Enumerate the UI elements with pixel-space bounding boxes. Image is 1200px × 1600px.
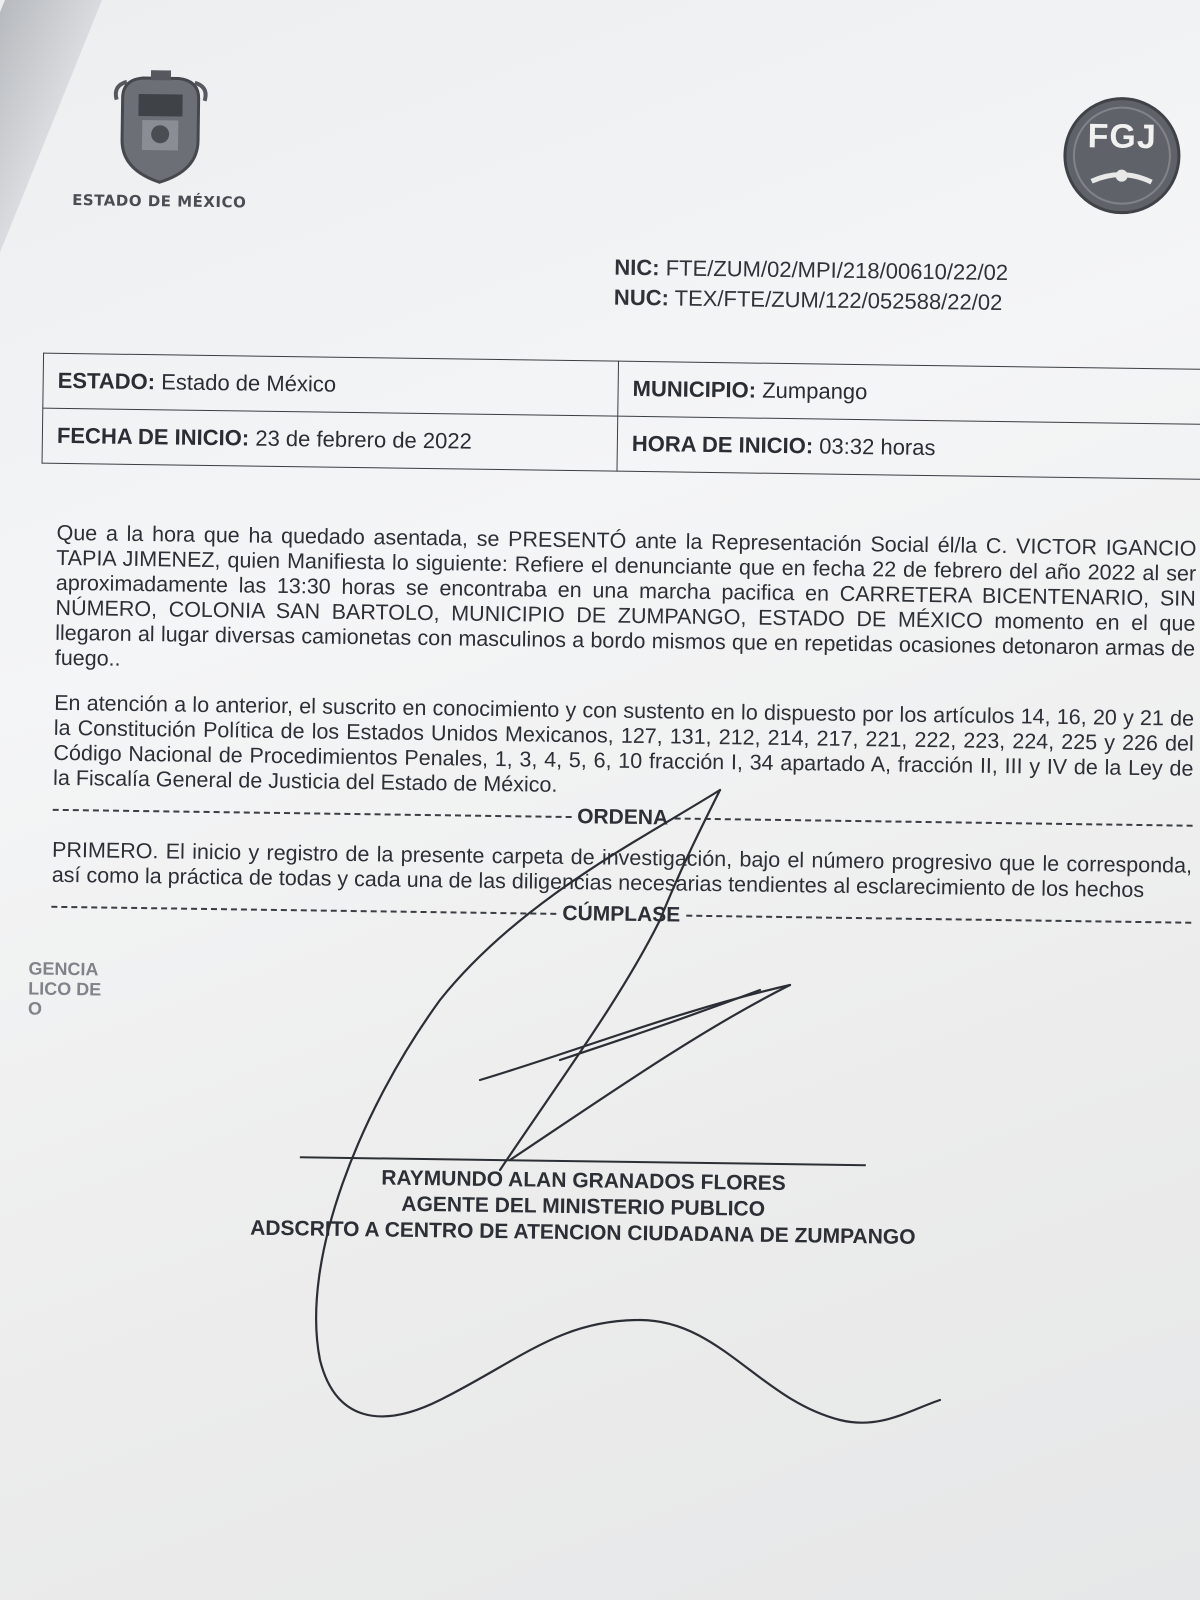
fecha-cell xyxy=(42,408,618,471)
hora-cell xyxy=(617,416,1200,479)
nic-label: NIC: xyxy=(614,254,660,281)
document-body xyxy=(51,521,1197,951)
dash-rule xyxy=(674,817,1192,826)
signatory-title: AGENTE DEL MINISTERIO PUBLICO xyxy=(401,1192,766,1221)
ordena-label: ORDENA xyxy=(576,805,669,830)
state-logo-label: ESTADO DE MÉXICO xyxy=(72,191,247,212)
signatory-block xyxy=(183,1163,984,1252)
cumplase-label: CÚMPLASE xyxy=(562,901,681,927)
stamp-line: LICO DE xyxy=(28,978,102,1000)
dash-rule xyxy=(51,905,556,914)
nic-value: FTE/ZUM/02/MPI/218/00610/22/02 xyxy=(665,255,1009,286)
state-coat-of-arms-icon xyxy=(111,70,209,187)
statement-paragraph: Que a la hora que ha quedado asentada, se PRESENTÓ ante la Representación Social él/la C. VICTOR IGANCIO TAPIA JIMENEZ, quien Manifiesta lo siguiente: Refiere el denunciante que en fecha 22 de febrero del año 2022 al ser aproximadamente las 13:30 horas se encontraba en una marcha pacifica en CARRETERA BICENTENARIO, SIN NÚMERO, COLONIA SAN BARTOLO, MUNICIPIO DE ZUMPANGO, ESTADO DE MÉXICO momento en el que llegaron al lugar diversas camionetas con masculinos a bordo mismos que en repetidas ocasiones detonaron armas de fuego.. xyxy=(54,520,1197,671)
state-logo xyxy=(69,69,251,211)
estado-cell xyxy=(43,353,619,416)
nuc-label: NUC: xyxy=(613,284,670,311)
estado-value: Estado de México xyxy=(161,369,337,397)
estado-label: ESTADO: xyxy=(57,367,156,395)
signatory-assignment: ADSCRITO A CENTRO DE ATENCION CIUDADANA DE ZUMPANGO xyxy=(250,1216,916,1249)
dash-rule xyxy=(53,808,571,817)
nuc-row xyxy=(614,283,1008,318)
legal-basis-paragraph: En atención a lo anterior, el suscrito en conocimiento y con sustento en lo dispuesto por los artículos 14, 16, 20 y 21 de la Constitución Política de los Estados Unidos Mexicanos, 127, 131, 212, 214, 217, 221, 222, 223, 224, 225 y 226 del Código Nacional de Procedimientos Penales, 1, 3, 4, 5, 6, 10 fracción I, 34 apartado A, fracción II, III y IV de la Ley de la Fiscalía General de Justicia del Estado de México. xyxy=(52,690,1195,797)
fecha-label: FECHA DE INICIO: xyxy=(56,422,250,451)
primero-paragraph: PRIMERO. El inicio y registro de la presente carpeta de investigación, bajo el número progresivo que le corresponda, así como la práctica de todas y cada una de las diligencias necesarias tendientes al esclarecimiento de los hechos xyxy=(51,837,1193,903)
fecha-value: 23 de febrero de 2022 xyxy=(255,425,472,454)
nuc-value: TEX/FTE/ZUM/122/052588/22/02 xyxy=(674,285,1003,316)
case-identifiers xyxy=(614,253,1009,318)
fgj-logo-text: FGJ xyxy=(1087,117,1158,157)
hora-value: 03:32 horas xyxy=(819,433,936,461)
municipio-cell xyxy=(618,361,1200,424)
dash-rule xyxy=(686,914,1191,923)
case-info-table xyxy=(42,353,1200,480)
stamp-line: GENCIA xyxy=(28,958,99,980)
hora-label: HORA DE INICIO: xyxy=(631,430,814,459)
signatory-name: RAYMUNDO ALAN GRANADOS FLORES xyxy=(381,1166,786,1196)
municipio-value: Zumpango xyxy=(762,377,868,405)
stamp-line: O xyxy=(27,998,43,1019)
municipio-label: MUNICIPIO: xyxy=(632,375,757,403)
stamp-remnant xyxy=(28,958,102,1019)
fgj-logo xyxy=(1061,95,1183,217)
